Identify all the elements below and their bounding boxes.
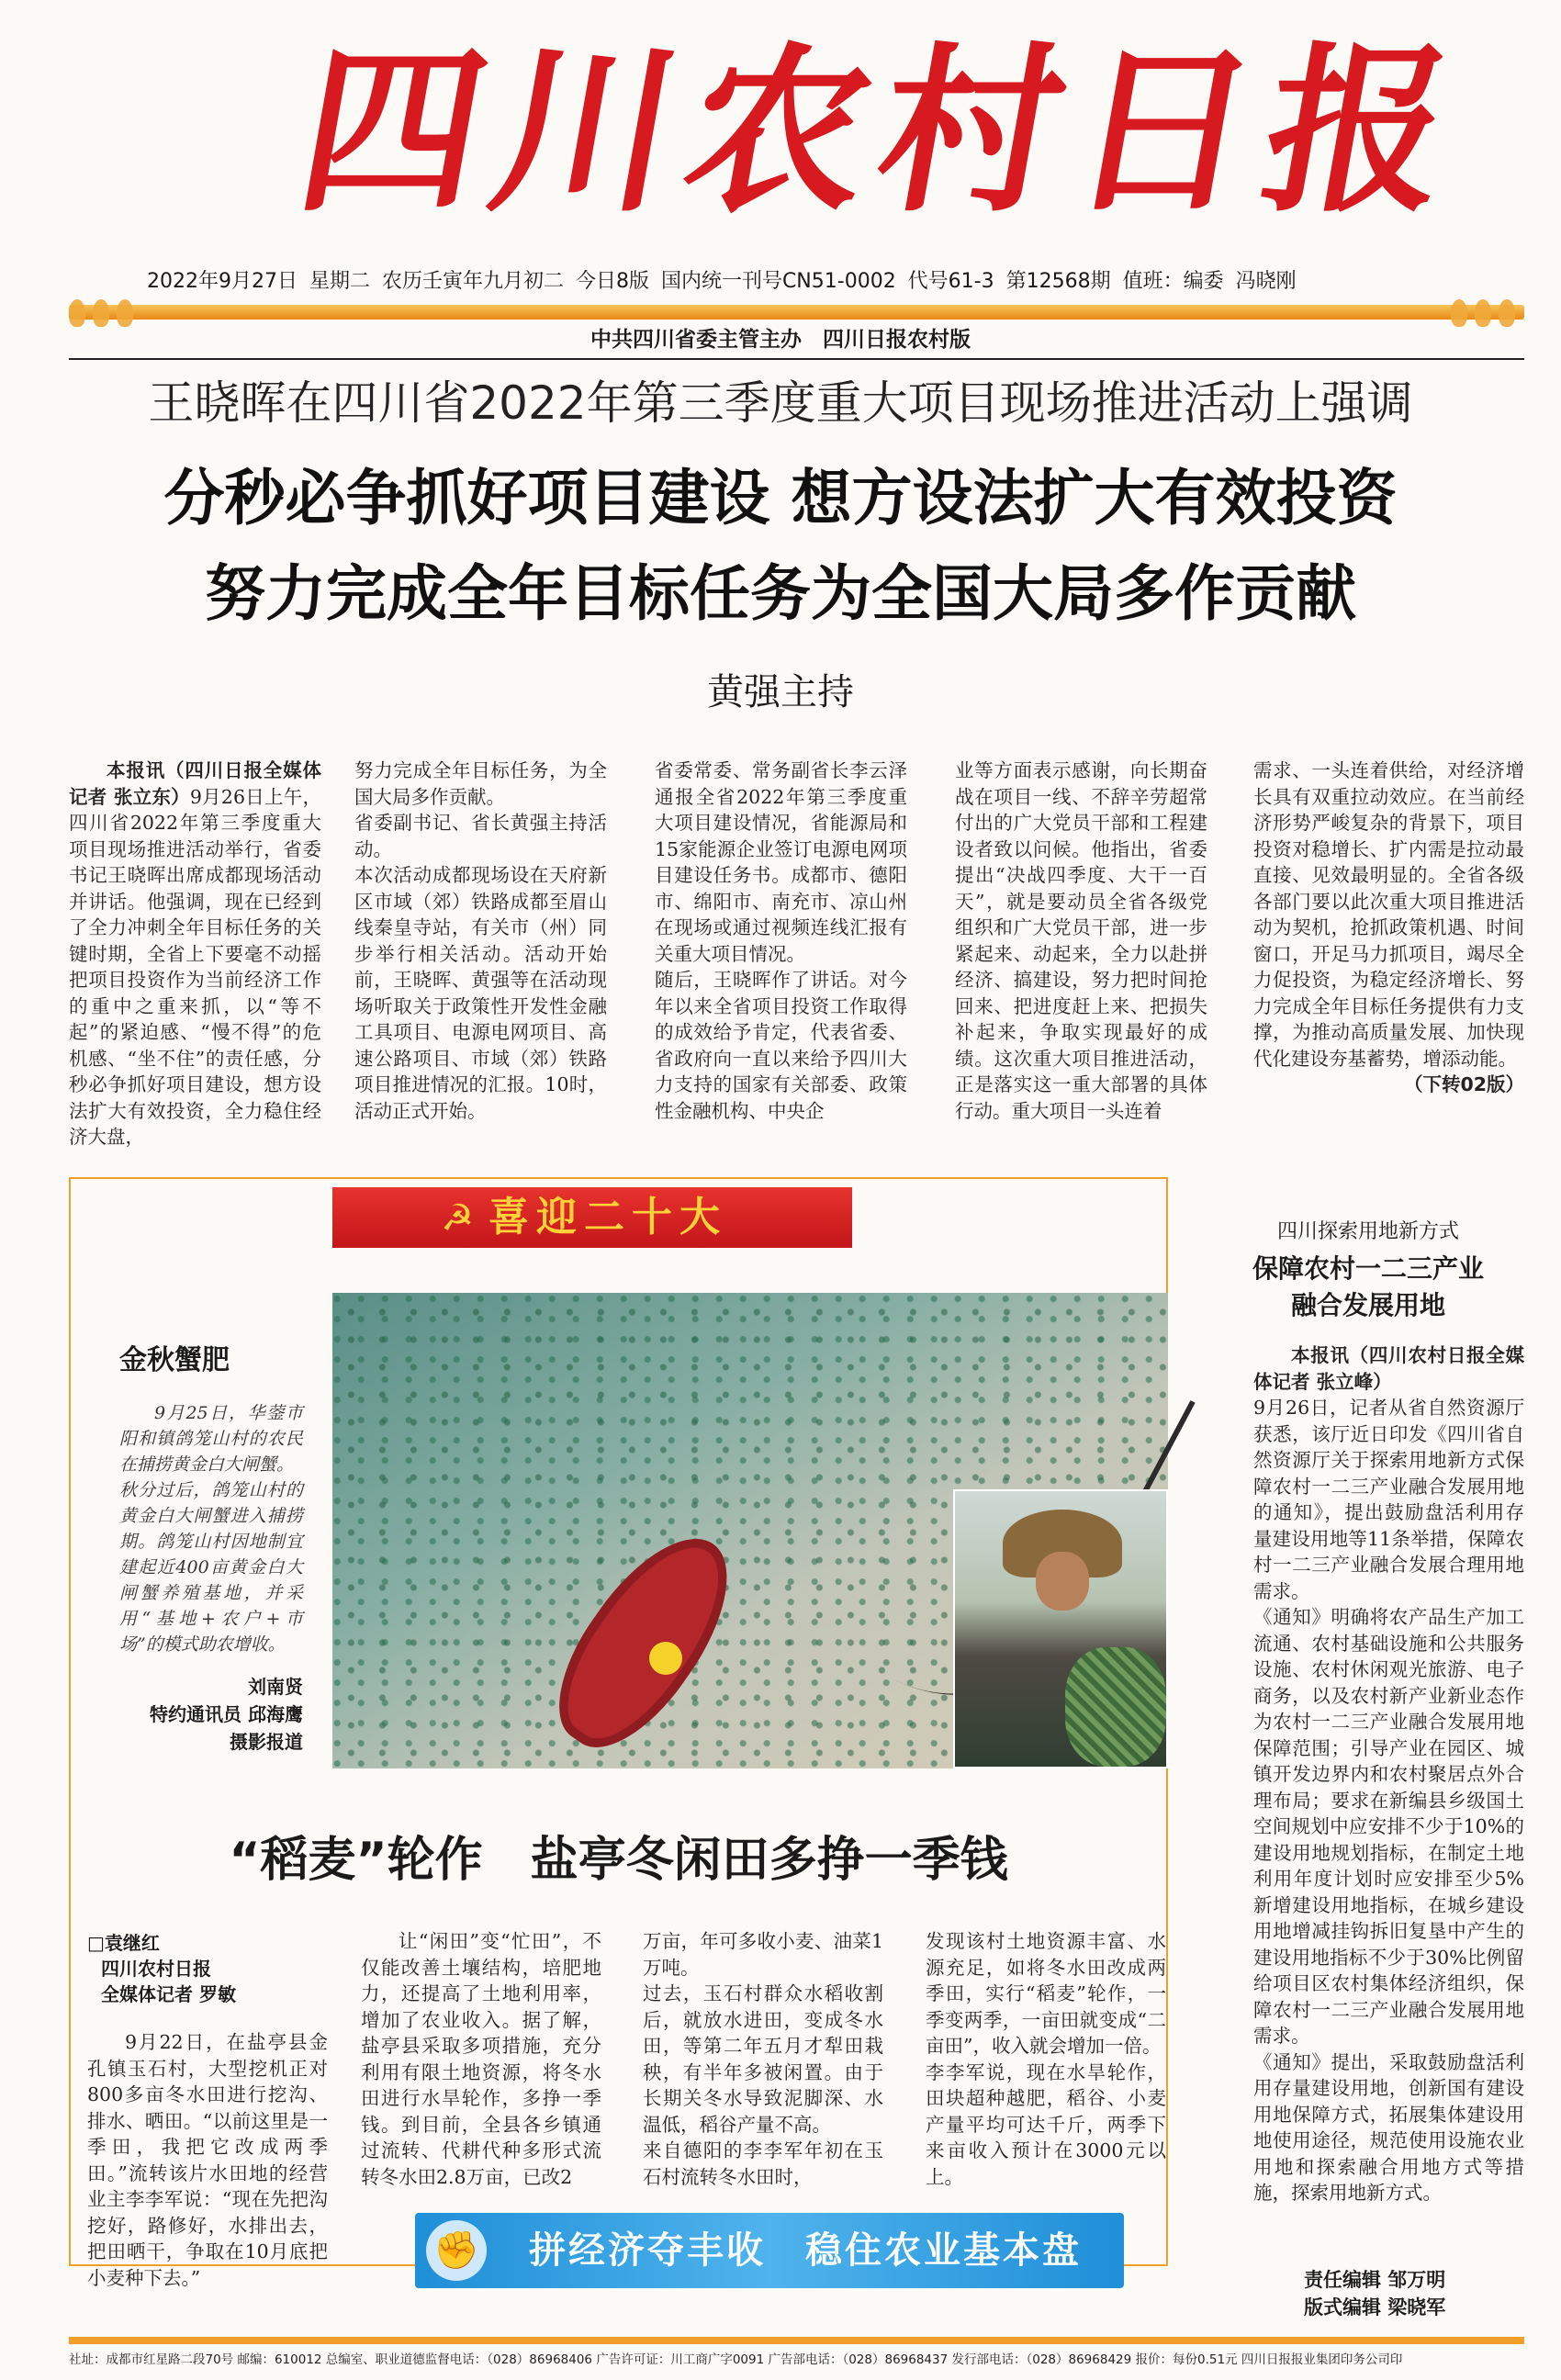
rice-byline-2: 四川农村日报 [101,1958,211,1980]
lead-column-3: 省委常委、常务副省长李云泽通报全省2022年第三季度重大项目建设情况，省能源局和15家能源企业签订电源电网项目建设任务书。成都市、德阳市、绵阳市、南充市、凉山州在现场或通过视频连线汇报有关重大项目情况。 随后，王晓晖作了讲话。对今年以来全省项目投资工作取得的成效给予肯定，代表省委、省政府向一直以来给予四川大力支持的国家有关部委、政策性金融机构、中央企 [655,759,907,1122]
rice-column-3: 万亩，年可多收小麦、油菜1万吨。 过去，玉石村群众水稻收割后，就放水进田，变成冬水田，等第二年五月才犁田栽秧，有半年多被闲置。由于长期关冬水导致泥脚深、水温低，稻谷产量不高。 来自德阳的李李军年初在玉石村流转冬水田时， [643,1930,883,2188]
continued-note: （下转02版） [1403,1073,1524,1095]
dateline: 2022年9月27日 星期二 农历壬寅年九月初二 今日8版 国内统一刊号CN51-0002 代号61-3 第12568期 值班：编委 冯晓刚 [147,270,1297,293]
masthead [0,0,1561,275]
side-title-line-2: 融合发展用地 [1290,1290,1445,1320]
newspaper-title: 四川农村日报 [284,26,1479,237]
photo-caption: 9月25日，华蓥市阳和镇鸽笼山村的农民在捕捞黄金白大闸蟹。 秋分过后，鸽笼山村的黄金白大闸蟹进入捕捞期。鸽笼山村因地制宜建起近400亩黄金白大闸蟹养殖基地，并采用“基地+农户+市场”的模式助农增收。 [119,1403,303,1655]
side-title-line-1: 保障农村一二三产业 [1252,1253,1484,1284]
sub-headline: 黄强主持 [707,671,854,713]
banner-text: 喜迎二十大 [489,1194,727,1241]
lead-col1-text: 9月26日上午，四川省2022年第三季度重大项目现场推进活动举行，省委书记王晓晖出席成都现场活动并讲话。他强调，现在已经到了全力冲刺全年目标任务的关键时期，全省上下要毫不动摇把项目投资作为当前经济工作的重中之重来抓，以“等不起”的紧迫感、“慢不得”的危机感、“坐不住”的责任感，分秒必争抓好项目建设，想方设法扩大有效投资，全力稳住经济大盘， [69,785,321,1148]
crab-basket [1065,1647,1166,1767]
rice-byline-1: □袁继红 [87,1932,160,1954]
rice-column-1 [87,2029,328,2289]
footer-rule [69,2337,1524,2344]
party-emblem-icon: ☭ [441,1197,474,1240]
side-story-body [1253,1342,1524,2224]
headline-line-1: 分秒必争抓好项目建设 想方设法扩大有效投资 [163,463,1398,533]
celebration-banner [332,1187,852,1248]
photo-credit-2: 特约通讯员 邱海鹰 [150,1703,303,1725]
slogan-text: 拼经济夺丰收 稳住农业基本盘 [529,2229,1082,2272]
lead-column-4: 业等方面表示感谢，向长期奋战在项目一线、不辞辛劳超常付出的广大党员干部和工程建设者致以问候。他指出，省委提出“决战四季度、大干一百天”，就是要动员全省各级党组织和广大党员干部，进一步紧起来、动起来，全力以赴拼经济、搞建设，努力把时间抢回来、把进度赶上来、把损失补起来，争取实现最好的成绩。这次重大项目推进活动，正是落实这一重大部署的具体行动。重大项目一头连着 [955,759,1207,1122]
farmer-face [1036,1552,1089,1611]
slogan-banner [415,2213,1124,2288]
lead-col5-text: 需求、一头连着供给，对经济增长具有双重拉动效应。在当前经济形势严峻复杂的背景下，项目投资对稳增长、扩内需是拉动最直接、见效最明显的。全省各级各部门要以此次重大项目推进活动为契机，抢抓政策机遇、时间窗口，开足马力抓项目，竭尽全力促投资，为稳定经济增长、努力完成全年目标任务提供有力支撑，为推动高质量发展、加快现代化建设夯基蓄势，增添动能。 [1253,759,1524,1070]
farmer-portrait-photo [953,1489,1168,1768]
rice-col1-text: 9月22日，在盐亭县金孔镇玉石村，大型挖机正对800多亩冬水田进行挖沟、排水、晒田。“以前这里是一季田，我把它改成两季田。”流转该片水田地的经营业主李李军说：“现在先把沟挖好，路修好，水排出去，把田晒干，争取在10月底把小麦种下去。” [87,2031,328,2289]
responsible-editor: 责任编辑 邹万明 [1304,2269,1446,2291]
fist-icon: ✊ [426,2220,487,2281]
photo-title: 金秋蟹肥 [119,1344,230,1376]
headline-line-2: 努力完成全年目标任务为全国大局多作贡献 [205,558,1356,629]
layout-editor: 版式编辑 梁晓军 [1304,2296,1446,2318]
divider [69,358,1524,360]
footer-imprint: 社址：成都市红星路二段70号 邮编：610012 总编室、职业道德监督电话：（028）86968406 广告许可证：川工商广字0091 广告部电话：（028）86968437 发行部电话：（028）86968429 报价：每份0.51元 四川日报报业集团印务公司印 [69,2352,1403,2367]
side-kicker: 四川探索用地新方式 [1276,1220,1459,1243]
boat [531,1512,758,1771]
sponsor-line: 中共四川省委主管主办 四川日报农村版 [590,328,971,352]
lead-column-2: 努力完成全年目标任务，为全国大局多作贡献。 省委副书记、省长黄强主持活动。 本次活动成都现场设在天府新区市域（郊）铁路成都至眉山线秦皇寺站，有关市（州）同步举行相关活动。活动开始前，王晓晖、黄强等在活动现场听取关于政策性开发性金融工具项目、电源电网项目、高速公路项目、市域（郊）铁路项目推进情况的汇报。10时，活动正式开始。 [354,759,607,1122]
side-body-text: 9月26日，记者从省自然资源厅获悉，该厅近日印发《四川省自然资源厅关于探索用地新方式保障农村一二三产业融合发展用地的通知》，提出鼓励盘活利用存量建设用地等11条举措，保障农村一二三产业融合发展合理用地需求。 《通知》明确将农产品生产加工流通、农村基础设施和公共服务设施、农村休闲观光旅游、电子商务，以及农村新产业新业态作为农村一二三产业融合发展用地保障范围；引导产业在园区、城镇开发边界内和农村聚居点外合理布局；要求在新编县乡级国土空间规划中应安排不少于10%的建设用地规划指标，在制定土地利用年度计划时应安排至少5%新增建设用地指标，在城乡建设用地增减挂钩拆旧复垦中产生的建设用地指标不少于30%比例留给项目区农村集体经济组织，保障农村一二三产业融合发展用地需求。 《通知》提出，采取鼓励盘活利用存量建设用地，创新国有建设用地保障方式，拓展集体建设用地使用途径，规范使用设施农业用地和探索融合用地方式等措施，探索用地新方式。 [1253,1397,1524,2204]
pre-headline: 王晓晖在四川省2022年第三季度重大项目现场推进活动上强调 [148,376,1413,430]
side-byline: 本报讯（四川农村日报全媒体记者 张立峰） [1253,1344,1524,1393]
lead-byline: 本报讯（四川日报全媒体记者 张立东） [69,759,321,808]
rice-headline: “稻麦”轮作 盐亭冬闲田多挣一季钱 [229,1833,1008,1888]
lead-column-1 [69,758,321,1148]
straw-hat [649,1642,682,1675]
ribbon-bar [69,305,1524,320]
rice-column-2: 让“闲田”变“忙田”，不仅能改善土壤结构，培肥地力，还提高了土地利用率，增加了农业收入。据了解，盐亭县采取多项措施，充分利用有限土地资源，将冬水田进行水旱轮作，多挣一季钱。到目前，全县各乡镇通过流转、代耕代种多形式流转冬水田2.8万亩，已改2 [361,1930,601,2188]
lead-column-5 [1253,758,1524,1125]
photo-credit-3: 摄影报道 [230,1731,303,1753]
rice-byline-3: 全媒体记者 罗敏 [101,1983,236,2005]
rice-column-4: 发现该村土地资源丰富、水源充足，如将冬水田改成两季田，实行“稻麦”轮作，一季变两季，一亩田就变成“二亩田”，收入就会增加一倍。 李李军说，现在水旱轮作，田块超种越肥，稻谷、小麦产量平均可达千斤，两季下来亩收入预计在3000元以上。 [926,1930,1166,2188]
photo-credit-1: 刘南贤 [248,1676,303,1698]
